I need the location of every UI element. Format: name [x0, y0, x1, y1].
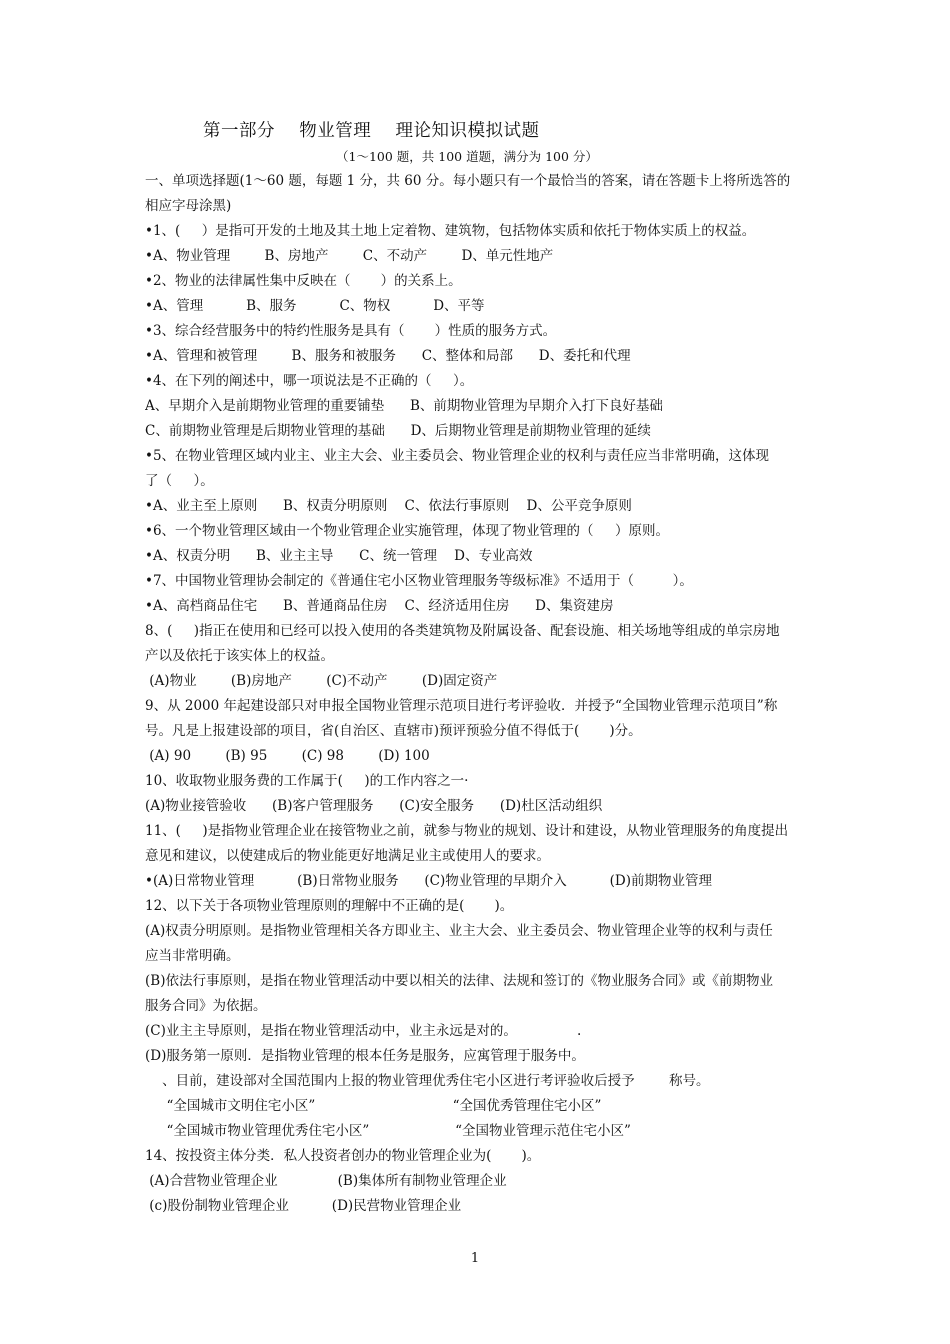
text-line: “全国城市文明住宅小区” “全国优秀管理住宅小区” [145, 1098, 602, 1114]
text-line: •1、( ）是指可开发的土地及其土地上定着物、建筑物，包括物体实质和依托于物体实质上的权益。 [145, 223, 756, 239]
text-line: •4、在下列的阐述中，哪一项说法是不正确的（ ）。 [145, 373, 474, 389]
page-subtitle: （1～100 题，共 100 道题，满分为 100 分） [336, 149, 598, 164]
text-line: •(A)日常物业管理 (B)日常物业服务 (C)物业管理的早期介入 (D)前期物业管理 [145, 873, 712, 889]
text-line: •3、综合经营服务中的特约性服务是具有（ ）性质的服务方式。 [145, 323, 557, 339]
text-line: 10、收取物业服务费的工作属于( )的工作内容之一· [145, 773, 469, 789]
text-line: 、目前，建设部对全国范围内上报的物业管理优秀住宅小区进行考评验收后授予 称号。 [145, 1073, 710, 1089]
text-line: (C)业主主导原则，是指在物业管理活动中，业主永远是对的。 . [145, 1023, 582, 1039]
text-line: (A)物业接管验收 (B)客户管理服务 (C)安全服务 (D)杜区活动组织 [145, 798, 603, 814]
text-line: •5、在物业管理区域内业主、业主大会、业主委员会、物业管理企业的权利与责任应当非常明确，这体现 [145, 448, 770, 464]
text-line: 意见和建议，以使建成后的物业能更好地满足业主或使用人的要求。 [145, 848, 550, 864]
text-line: •A、高档商品住宅 B、普通商品住房 C、经济适用住房 D、集资建房 [145, 598, 614, 614]
text-line: 11、( )是指物业管理企业在接管物业之前，就参与物业的规划、设计和建设，从物业管理服务的角度提出 [145, 823, 789, 839]
text-line: •A、管理 B、服务 C、物权 D、平等 [145, 298, 485, 314]
text-line: (A)物业 (B)房地产 (C)不动产 (D)固定资产 [145, 673, 498, 689]
text-line: •A、权责分明 B、业主主导 C、统一管理 D、专业高效 [145, 548, 533, 564]
text-line: (D)服务第一原则．是指物业管理的根本任务是服务，应寓管理于服务中。 [145, 1048, 585, 1064]
text-line: 号。凡是上报建设部的项目，省(自治区、直辖市)预评预验分值不得低于( )分。 [145, 723, 642, 739]
page-title: 第一部分 物业管理 理论知识模拟试题 [203, 121, 540, 141]
text-line: 相应字母涂黑) [145, 198, 232, 214]
text-line: 应当非常明确。 [145, 948, 240, 964]
text-line: 14、按投资主体分类．私人投资者创办的物业管理企业为( )。 [145, 1148, 541, 1164]
text-line: C、前期物业管理是后期物业管理的基础 D、后期物业管理是前期物业管理的延续 [145, 423, 651, 439]
text-line: 12、以下关于各项物业管理原则的理解中不正确的是( )。 [145, 898, 514, 914]
text-line: •A、管理和被管理 B、服务和被服务 C、整体和局部 D、委托和代理 [145, 348, 631, 364]
text-line: 服务合同》为依据。 [145, 998, 267, 1014]
text-line: •A、业主至上原则 B、权责分明原则 C、依法行事原则 D、公平竞争原则 [145, 498, 632, 514]
text-line: •7、中国物业管理协会制定的《普通住宅小区物业管理服务等级标准》不适用于（ ）。 [145, 573, 693, 589]
text-line: •6、一个物业管理区域由一个物业管理企业实施管理，体现了物业管理的（ ）原则。 [145, 523, 670, 539]
question-list [145, 169, 813, 1219]
text-line: “全国城市物业管理优秀住宅小区” “全国物业管理示范住宅小区” [145, 1123, 631, 1139]
text-line: (B)依法行事原则，是指在物业管理活动中要以相关的法律、法规和签订的《物业服务合同》或《前期物业 [145, 973, 773, 989]
text-line: •2、物业的法律属性集中反映在（ ）的关系上。 [145, 273, 462, 289]
text-line: 一、单项选择题(1～60 题，每题 1 分，共 60 分。每小题只有一个最恰当的答案，请在答题卡上将所选答的 [145, 173, 791, 189]
text-line: 9、从 2000 年起建设部只对申报全国物业管理示范项目进行考评验收．并授予“全国物业管理示范项目”称 [145, 698, 778, 714]
text-line: A、早期介入是前期物业管理的重要铺垫 B、前期物业管理为早期介入打下良好基础 [145, 398, 663, 414]
text-line: (A)权责分明原则。是指物业管理相关各方即业主、业主大会、业主委员会、物业管理企业等的权利与责任 [145, 923, 773, 939]
text-line: (c)股份制物业管理企业 (D)民营物业管理企业 [145, 1198, 462, 1214]
text-line: (A)合营物业管理企业 (B)集体所有制物业管理企业 [145, 1173, 507, 1189]
text-line: 产以及依托于该实体上的权益。 [145, 648, 334, 664]
text-line: •A、物业管理 B、房地产 C、不动产 D、单元性地产 [145, 248, 554, 264]
text-line: 了（ ）。 [145, 473, 214, 489]
text-line: (A) 90 (B) 95 (C) 98 (D) 100 [145, 748, 430, 764]
page-number: 1 [470, 1251, 480, 1266]
text-line: 8、( )指正在使用和已经可以投入使用的各类建筑物及附属设备、配套设施、相关场地等组成的单宗房地 [145, 623, 780, 639]
